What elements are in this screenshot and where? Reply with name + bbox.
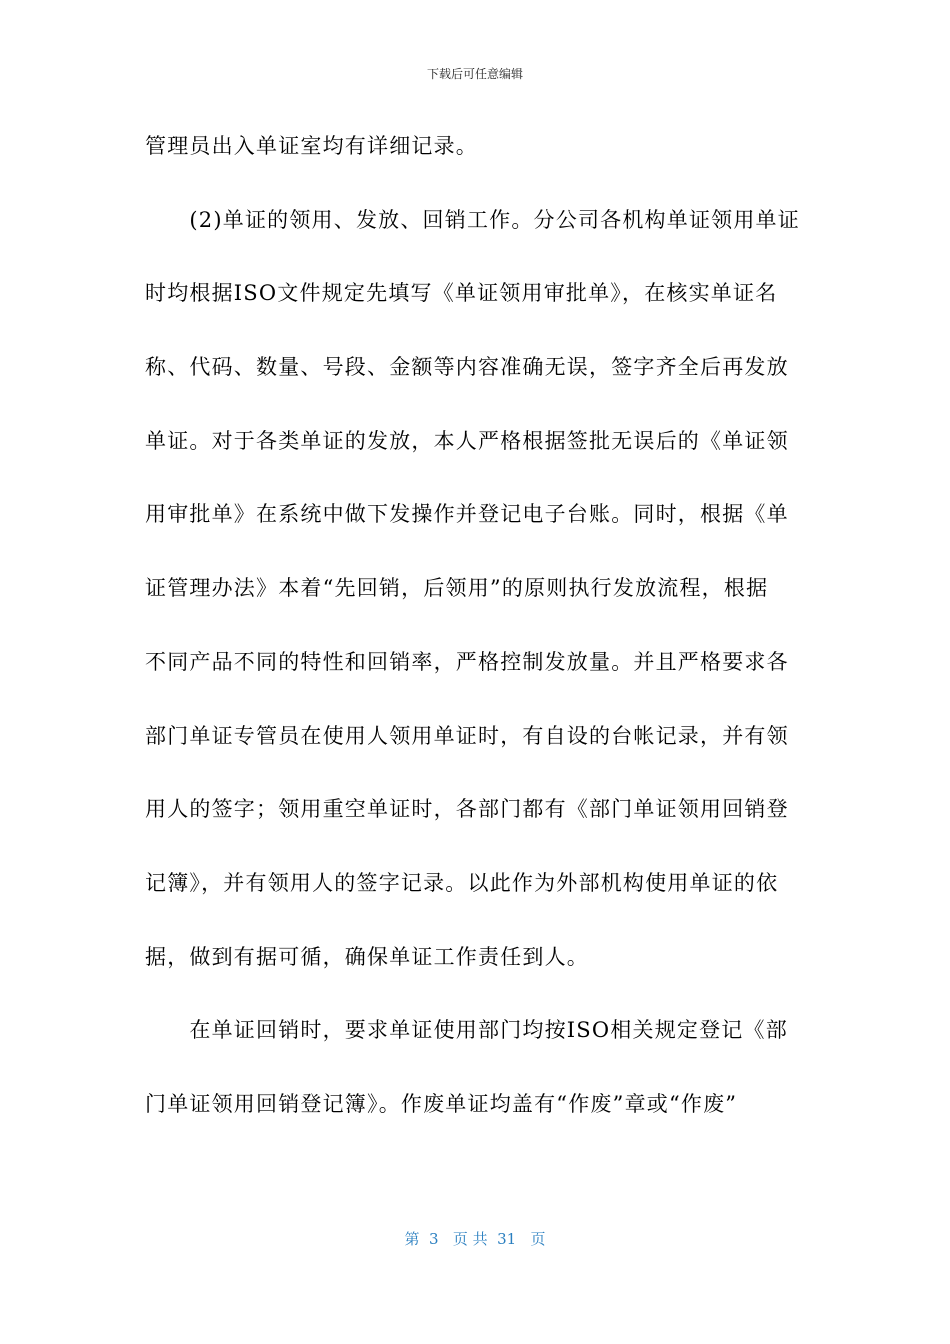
body-line: 用审批单》在系统中做下发操作并登记电子台账。同时，根据《单 <box>145 502 789 527</box>
body-line: 部门单证专管员在使用人领用单证时，有自设的台帐记录，并有领 <box>145 723 789 748</box>
body-line: 记簿》，并有领用人的签字记录。以此作为外部机构使用单证的依 <box>145 870 779 895</box>
document-body <box>145 124 813 1156</box>
body-line: 单证。对于各类单证的发放，本人严格根据签批无误后的《单证领 <box>145 428 789 453</box>
body-line: 门单证领用回销登记簿》。作废单证均盖有“作废”章或“作废” <box>145 1091 738 1116</box>
body-line: 据，做到有据可循，确保单证工作责任到人。 <box>145 944 589 969</box>
body-line: 称、代码、数量、号段、金额等内容准确无误，签字齐全后再发放 <box>145 355 789 380</box>
body-line: 用人的签字；领用重空单证时，各部门都有《部门单证领用回销登 <box>145 797 789 822</box>
body-line: 管理员出入单证室均有详细记录。 <box>145 134 478 158</box>
body-line: 在单证回销时，要求单证使用部门均按ISO相关规定登记《部 <box>145 1018 788 1043</box>
page-number-footer: 第 3 页 共 31 页 <box>404 1230 546 1248</box>
body-line: 时均根据ISO文件规定先填写《单证领用审批单》，在核实单证名 <box>145 281 778 306</box>
body-line: (2)单证的领用、发放、回销工作。分公司各机构单证领用单证 <box>145 207 800 232</box>
page-header: 下载后可任意编辑 <box>426 67 523 81</box>
body-line: 证管理办法》本着“先回销，后领用”的原则执行发放流程，根据 <box>145 576 769 601</box>
body-line: 不同产品不同的特性和回销率，严格控制发放量。并且严格要求各 <box>145 649 789 674</box>
